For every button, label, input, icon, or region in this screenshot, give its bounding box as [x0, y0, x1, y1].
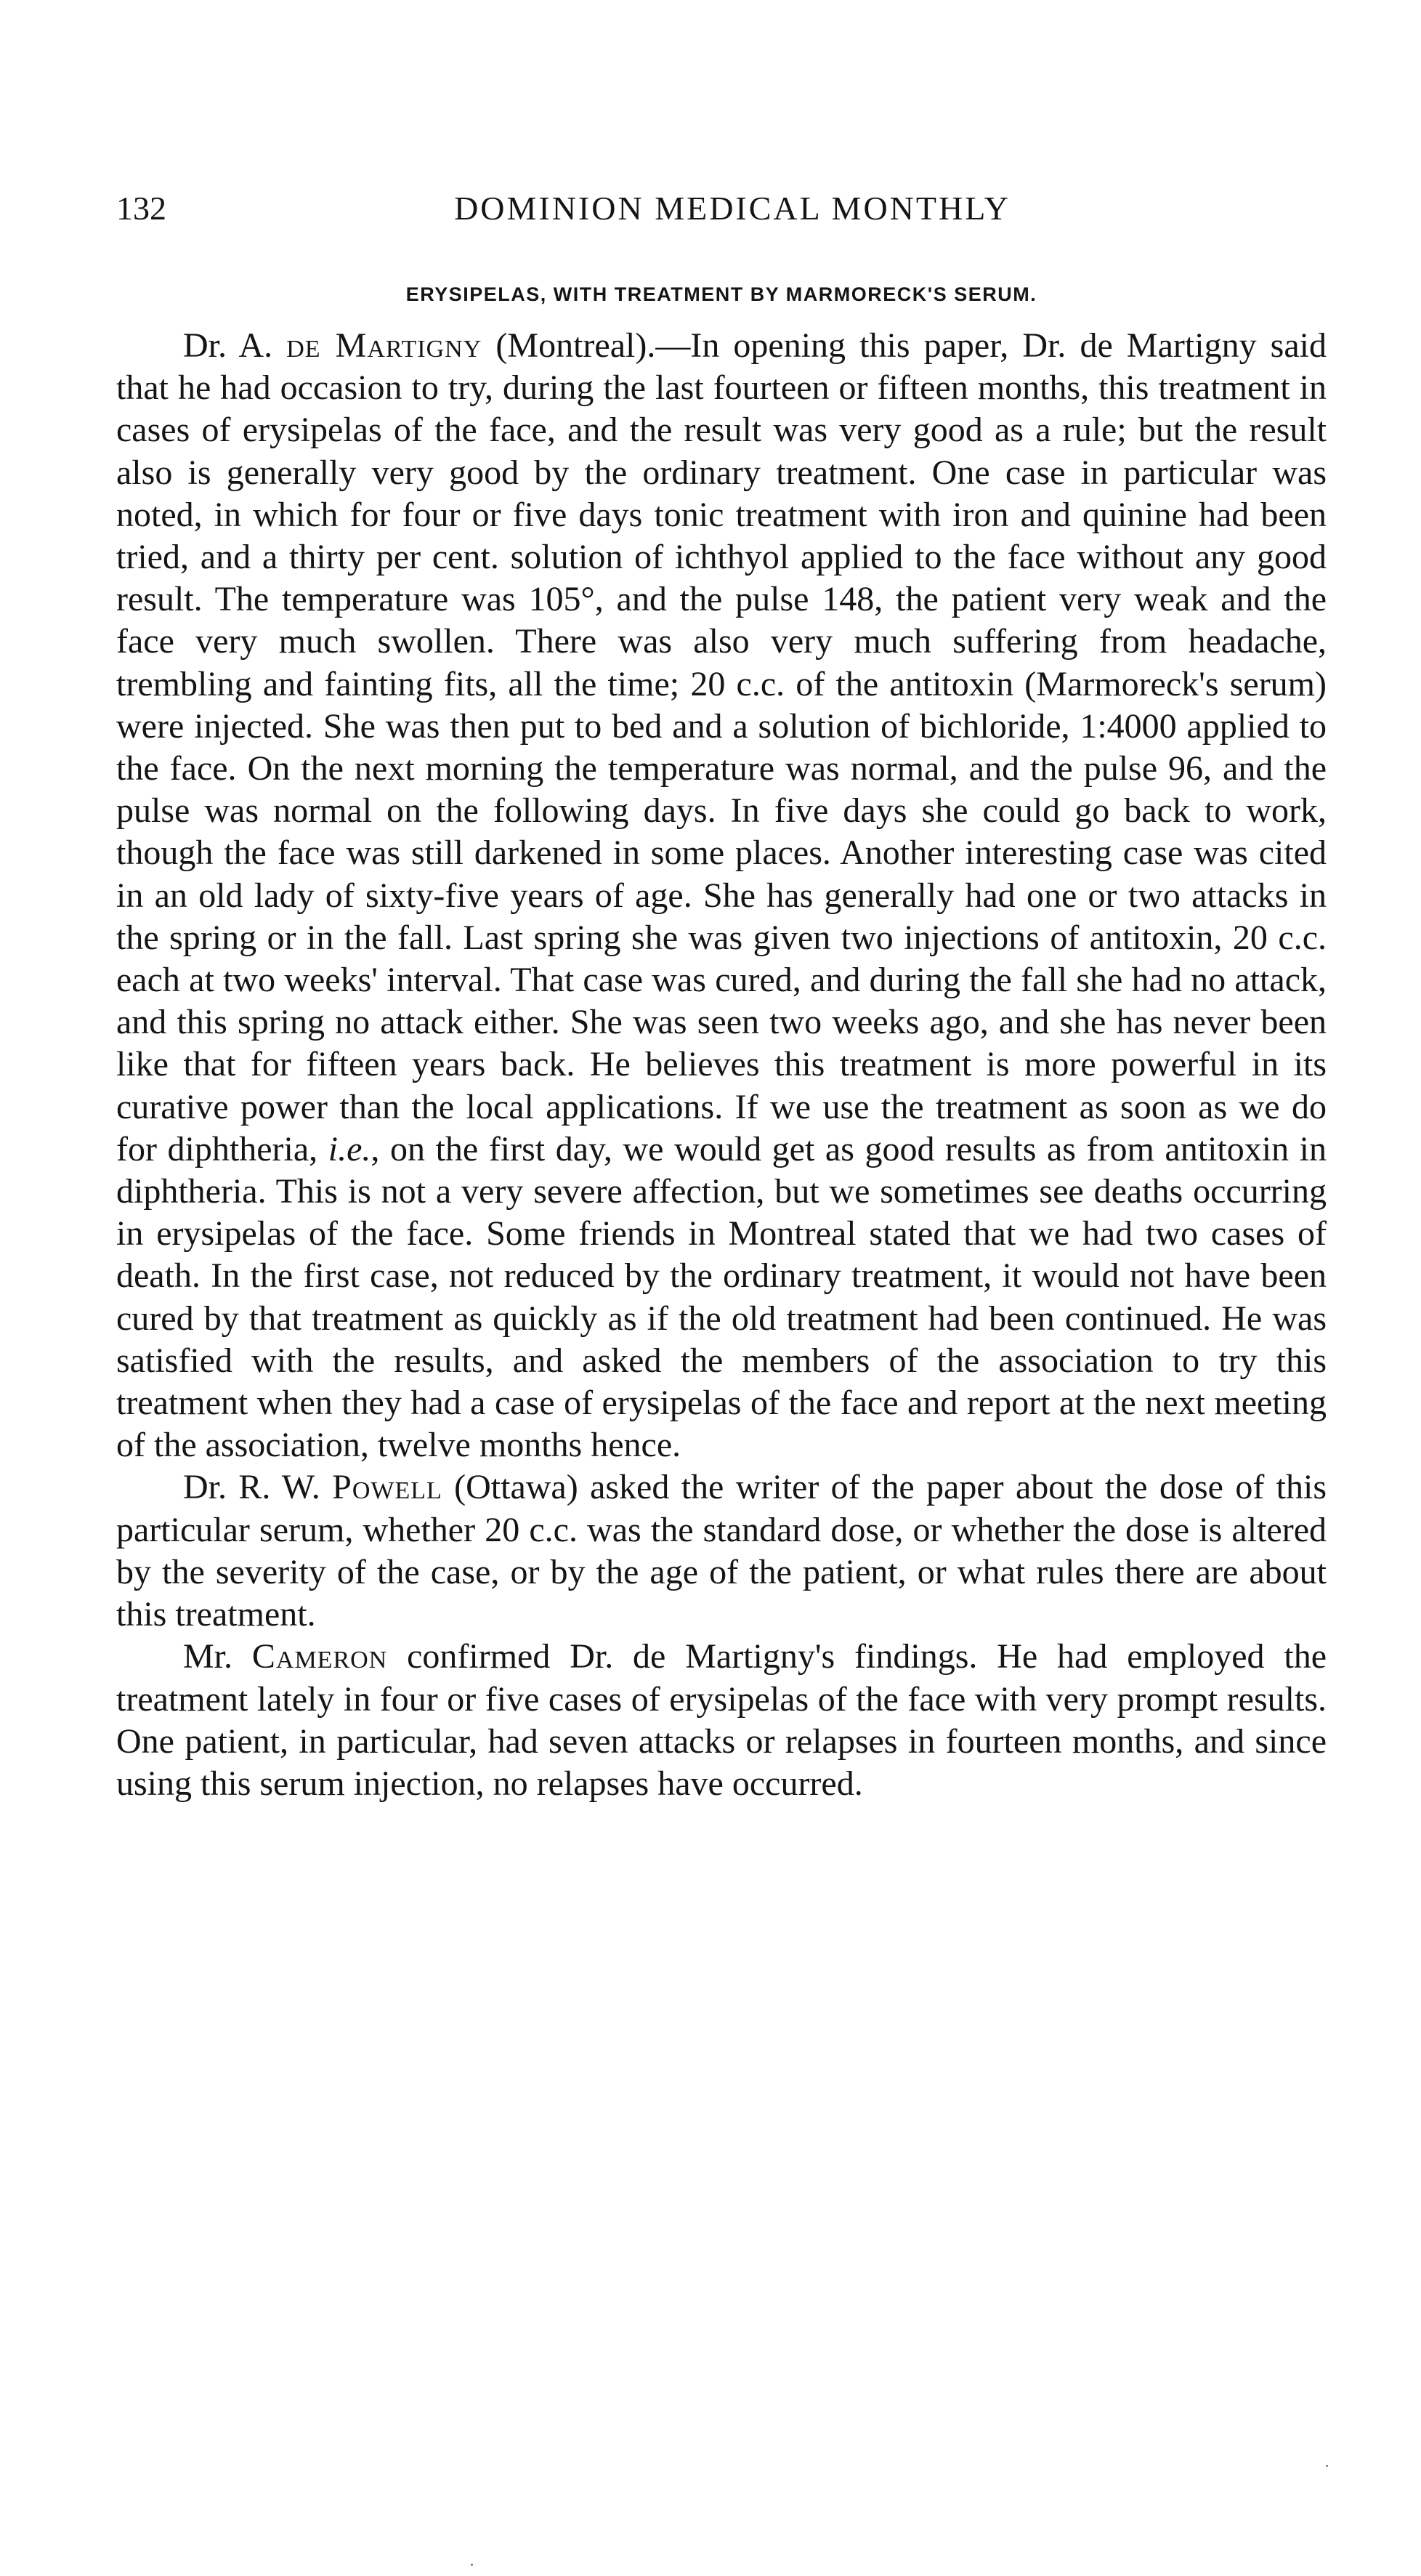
paragraph-text-continued: , on the first day, we would get as good results as from antitoxin in diphtheria. This is not a very severe affection, but we sometimes see deaths occurring in erysipelas of the face. Some friends in Montreal stated that we had two cases of death. In the first case, not reduced by the ordinary treatment, it would not have been cured by that treatment as quickly as if the old treatment had been continued. He was satisfied with the results, and asked the members of the association to try this treatment when they had a case of erysipelas of the face and report at the next meeting of the association, twelve months hence. [116, 1129, 1327, 1465]
document-page [116, 0, 1327, 2576]
paragraph-text: (Ottawa) asked the writer of the paper about the dose of this particular serum, whether 20 c.c. was the standard dose, or whether the dose is altered by the severity of the case, or by the age of the patient, or what rules there are about this treatment. [116, 1468, 1327, 1634]
paragraph-powell [116, 1466, 1327, 1636]
speaker-suffix: (Montreal). [482, 326, 656, 365]
paragraph-text: confirmed Dr. de Martigny's findings. He had employed the treatment lately in four or five cases of erysipelas of the face with very prompt results. One patient, in particular, had seven attacks or relapses in fourteen months, and since using this serum injection, no relapses have occurred. [116, 1637, 1327, 1803]
speaker-prefix: Dr. A. [183, 326, 287, 365]
speaker-name: Cameron [251, 1637, 388, 1676]
scan-speck [471, 2564, 473, 2566]
page-number: 132 [116, 190, 166, 227]
paragraph-de-martigny [116, 325, 1327, 1466]
scan-speck [1326, 2465, 1328, 2467]
running-head [116, 183, 1327, 234]
journal-title: DOMINION MEDICAL MONTHLY [454, 190, 1011, 227]
speaker-prefix: Dr. R. W. [183, 1468, 333, 1507]
article-heading: ERYSIPELAS, WITH TREATMENT BY MARMORECK'S SERUM. [405, 283, 1037, 305]
speaker-name: Powell [332, 1468, 442, 1507]
paragraph-text: —In opening this paper, Dr. de Martigny said that he had occasion to try, during the last fourteen or fifteen months, this treatment in cases of erysipelas of the face, and the result was very good as a rule; but the result also is generally very good by the ordinary treatment. One case in particular was noted, in which for four or five days tonic treatment with iron and quinine had been tried, and a thirty per cent. solution of ichthyol applied to the face without any good result. The temperature was 105°, and the pulse 148, the patient very weak and the face very much swollen. There was also very much suffering from headache, trembling and fainting fits, all the time; 20 c.c. of the antitoxin (Marmoreck's serum) were injected. She was then put to bed and a solution of bichloride, 1:4000 applied to the face. On the next morning the temperature was normal, and the pulse 96, and the pulse was normal on the following days. In five days she could go back to work, though the face was still darkened in some places. Another interesting case was cited in an old lady of sixty-five years of age. She has generally had one or two attacks in the spring or in the fall. Last spring she was given two injections of antitoxin, 20 c.c. each at two weeks' interval. That case was cured, and during the fall she had no attack, and this spring no attack either. She was seen two weeks ago, and she has never been like that for fifteen years back. He believes this treatment is more powerful in its curative power than the local applications. If we use the treatment as soon as we do for diphtheria, [116, 326, 1327, 1168]
speaker-prefix: Mr. [183, 1637, 252, 1676]
paragraph-cameron [116, 1636, 1327, 1805]
article-body [116, 325, 1327, 1805]
speaker-name: de Martigny [286, 326, 482, 365]
italic-abbreviation: i.e. [328, 1129, 371, 1168]
